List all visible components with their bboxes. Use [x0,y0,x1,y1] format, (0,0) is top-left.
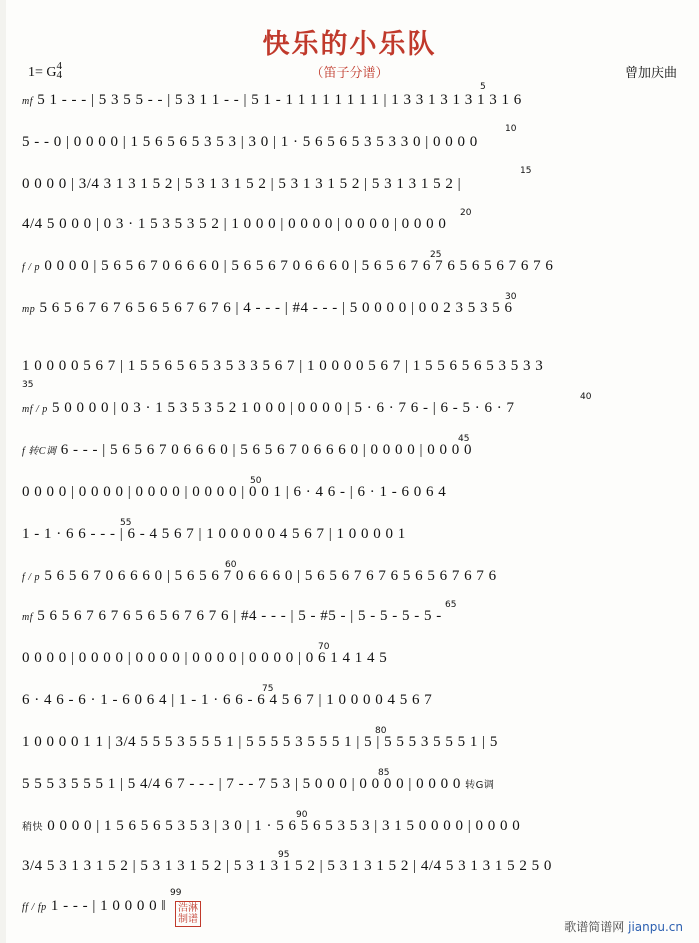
score-line-notes: 5 6 5 6 7 0 6 6 6 0 | 5 6 5 6 7 0 6 6 6 0 | 5 6 5 6 7 6 7 6 5 6 5 6 7 6 7 6 [44,568,497,584]
score-line-notes: 5 1 - - - | 5 3 5 5 - - | 5 3 1 1 - - | 5 1 - 1 1 1 1 1 1 1 1 | 1 3 3 1 3 1 3 1 3 1 6 [37,92,522,108]
measure-number: 25 [430,250,442,260]
score-line-14 [22,650,677,667]
dynamic-mark: ff / fp [22,902,47,913]
key-signature-label: 1= G [28,65,57,80]
stamp-line-1: 浩淋 [178,903,198,914]
score-line-notes: 1 - 1 · 6 6 - - - | 6 - 4 5 6 7 | 1 0 0 0 0 0 4 5 6 7 | 1 0 0 0 0 1 [22,526,406,542]
score-line-notes: 5 - - 0 | 0 0 0 0 | 1 5 6 5 6 5 3 5 3 | 3 0 | 1 · 5 6 5 6 5 3 5 3 3 0 | 0 0 0 0 [22,134,478,150]
measure-number: 35 [22,380,34,390]
measure-number: 20 [460,208,472,218]
score-line-13 [22,608,677,625]
score-line-notes: 6 - - - | 5 6 5 6 7 0 6 6 6 0 | 5 6 5 6 7 0 6 6 6 0 | 0 0 0 0 | 0 0 0 0 [60,442,472,458]
score-line-20 [22,898,677,915]
score-line-1 [22,92,677,109]
score-line-notes: 5 0 0 0 0 | 0 3 · 1 5 3 5 3 5 2 1 0 0 0 | 0 0 0 0 | 5 · 6 · 7 6 - | 6 - 5 · 6 · 7 [52,400,515,416]
measure-number: 30 [505,292,517,302]
score-line-notes: 0 0 0 0 | 0 0 0 0 | 0 0 0 0 | 0 0 0 0 | 0 0 0 0 | 0 6 1 4 1 4 5 [22,650,388,666]
dynamic-mark: mf / p [22,404,48,415]
measure-number: 65 [445,600,457,610]
score-line-7 [22,358,677,375]
score-line-11 [22,526,677,543]
dynamic-mark: f / p [22,262,41,273]
measure-number: 45 [458,434,470,444]
score-line-8 [22,400,677,417]
score-line-18 [22,818,677,835]
dynamic-mark: mf [22,612,33,623]
measure-number: 99 [170,888,182,898]
score-line-15 [22,692,677,709]
score-line-notes: 0 0 0 0 | 3/4 3 1 3 1 5 2 | 5 3 1 3 1 5 2 | 5 3 1 3 1 5 2 | 5 3 1 3 1 5 2 | [22,176,462,192]
measure-number: 75 [262,684,274,694]
measure-number: 10 [505,124,517,134]
dynamic-mark: mf [22,96,33,107]
watermark-url: jianpu.cn [628,920,683,934]
page-subtitle: （笛子分谱） [310,66,389,81]
measure-number: 95 [278,850,290,860]
measure-number: 40 [580,392,592,402]
score-line-notes: 3/4 5 3 1 3 1 5 2 | 5 3 1 3 1 5 2 | 5 3 1 3 1 5 2 | 5 3 1 3 1 5 2 | 4/4 5 3 1 3 1 5 2 5 0 [22,858,552,874]
measure-number: 90 [296,810,308,820]
score-line-10 [22,484,677,501]
score-line-6 [22,300,677,317]
score-line-notes: 5 6 5 6 7 6 7 6 5 6 5 6 7 6 7 6 | 4 - - - | #4 - - - | 5 0 0 0 0 | 0 0 2 3 5 3 5 6 [39,300,513,316]
score-line-17 [22,776,677,793]
key-signature [28,62,62,81]
measure-number: 60 [225,560,237,570]
measure-number: 15 [520,166,532,176]
score-line-notes: 5 5 5 3 5 5 5 1 | 5 4/4 6 7 - - - | 7 - - 7 5 3 | 5 0 0 0 | 0 0 0 0 | 0 0 0 0 [22,776,461,792]
score-line-notes: 0 0 0 0 | 5 6 5 6 7 0 6 6 6 0 | 5 6 5 6 7 0 6 6 6 0 | 5 6 5 6 7 6 7 6 5 6 5 6 7 6 7 6 [44,258,554,274]
dynamic-mark: f 转C调 [22,446,57,457]
score-line-5 [22,258,677,275]
measure-number: 80 [375,726,387,736]
page-title: 快乐的小乐队 [262,29,437,60]
engraver-stamp [175,901,201,927]
modulation-note: 转G调 [465,780,495,791]
tempo-note: 稍快 [22,822,43,833]
dynamic-mark: f / p [22,572,41,583]
score-line-notes: 5 6 5 6 7 6 7 6 5 6 5 6 7 6 7 6 | #4 - - - | 5 - #5 - | 5 - 5 - 5 - 5 - [37,608,442,624]
score-line-notes: 0 0 0 0 | 1 5 6 5 6 5 3 5 3 | 3 0 | 1 · 5 6 5 6 5 3 5 3 | 3 1 5 0 0 0 0 | 0 0 0 0 [47,818,521,834]
score-line-notes: 6 · 4 6 - 6 · 1 - 6 0 6 4 | 1 - 1 · 6 6 - 6 4 5 6 7 | 1 0 0 0 0 4 5 6 7 [22,692,433,708]
measure-number: 85 [378,768,390,778]
score-line-notes: 1 - - - | 1 0 0 0 0 ‖ [50,898,167,914]
score-line-notes: 1 0 0 0 0 1 1 | 3/4 5 5 5 3 5 5 5 1 | 5 5 5 5 3 5 5 5 1 | 5 | 5 5 5 3 5 5 5 1 | 5 [22,734,498,750]
score-line-notes: 0 0 0 0 | 0 0 0 0 | 0 0 0 0 | 0 0 0 0 | 0 0 1 | 6 · 4 6 - | 6 · 1 - 6 0 6 4 [22,484,447,500]
score-line-19 [22,858,677,875]
composer-credit: 曾加庆曲 [624,66,677,81]
score-line-2 [22,134,677,151]
time-sig-top: 4 [56,60,63,72]
page-gutter [0,0,6,943]
dynamic-mark: mp [22,304,36,315]
score-line-12 [22,568,677,585]
score-line-16 [22,734,677,751]
measure-number: 5 [480,82,486,92]
time-signature [57,62,63,80]
measure-number: 50 [250,476,262,486]
measure-number: 55 [120,518,132,528]
score-line-notes: 4/4 5 0 0 0 | 0 3 · 1 5 3 5 3 5 2 | 1 0 0 0 | 0 0 0 0 | 0 0 0 0 | 0 0 0 0 [22,216,447,232]
time-sig-bottom: 4 [56,69,63,81]
score-line-notes: 1 0 0 0 0 5 6 7 | 1 5 5 6 5 6 5 3 5 3 3 5 6 7 | 1 0 0 0 0 5 6 7 | 1 5 5 6 5 6 5 3 5 3 3 [22,358,544,374]
score-line-4 [22,216,677,233]
watermark-text: 歌谱简谱网 [564,920,625,934]
site-watermark [564,918,683,935]
stamp-line-2: 制谱 [178,914,198,925]
score-line-3 [22,176,677,193]
measure-number: 70 [318,642,330,652]
score-line-9 [22,442,677,459]
